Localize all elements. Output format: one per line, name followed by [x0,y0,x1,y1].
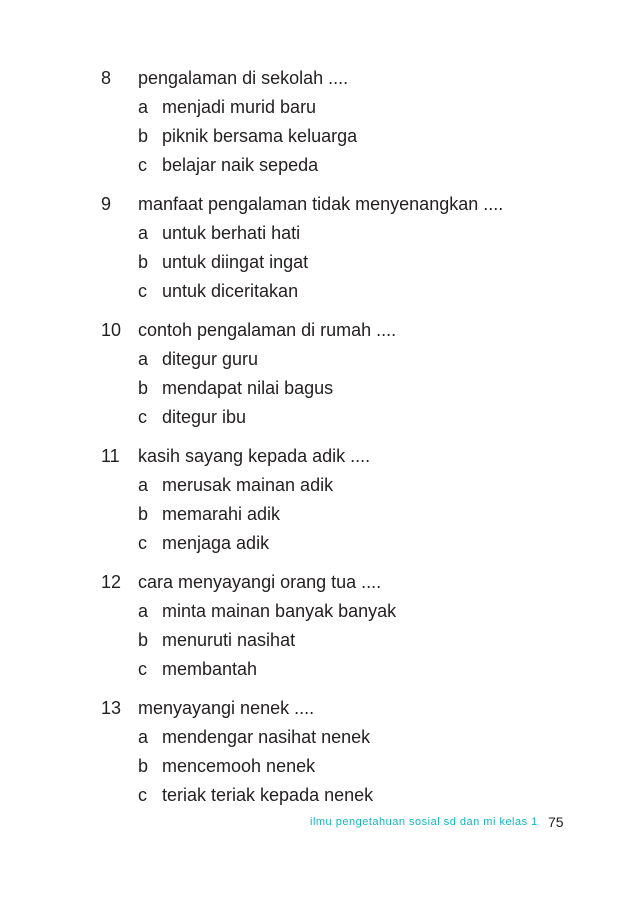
answer-option-b [101,500,581,529]
option-text: menjadi murid baru [162,97,317,117]
option-letter: a [138,223,149,243]
answer-option-b [101,374,581,403]
option-text: teriak teriak kepada nenek [162,785,374,805]
question-text: contoh pengalaman di rumah .... [138,320,397,340]
answer-option-a [101,471,581,500]
question-stem [101,568,581,597]
option-letter: b [138,504,149,524]
question-13 [101,694,581,810]
answer-option-a [101,345,581,374]
question-number: 11 [101,446,120,466]
answer-option-b [101,248,581,277]
option-letter: c [138,533,147,553]
option-text: untuk berhati hati [162,223,301,243]
question-number: 9 [101,194,112,214]
question-8 [101,64,581,180]
option-letter: a [138,349,149,369]
answer-option-b [101,752,581,781]
option-text: merusak mainan adik [162,475,334,495]
question-number: 8 [101,68,112,88]
option-letter: b [138,252,149,272]
question-stem [101,64,581,93]
answer-option-b [101,626,581,655]
page-footer [0,814,638,834]
option-letter: c [138,785,147,805]
question-text: cara menyayangi orang tua .... [138,572,382,592]
option-text: ditegur guru [162,349,259,369]
answer-option-a [101,597,581,626]
question-list [101,64,581,820]
answer-option-a [101,219,581,248]
question-stem [101,316,581,345]
option-letter: b [138,756,149,776]
option-letter: a [138,601,149,621]
option-letter: c [138,281,147,301]
question-11 [101,442,581,558]
answer-option-a [101,93,581,122]
question-number: 10 [101,320,122,340]
question-text: manfaat pengalaman tidak menyenangkan .... [138,194,504,214]
option-text: piknik bersama keluarga [162,126,358,146]
answer-option-a [101,723,581,752]
option-letter: c [138,155,147,175]
option-letter: c [138,659,147,679]
question-text: menyayangi nenek .... [138,698,315,718]
answer-option-c [101,781,581,810]
answer-option-c [101,151,581,180]
option-letter: b [138,126,149,146]
answer-option-c [101,529,581,558]
option-letter: b [138,378,149,398]
question-number: 13 [101,698,122,718]
option-letter: a [138,727,149,747]
page-number: 75 [548,814,564,830]
option-text: menjaga adik [162,533,270,553]
answer-option-c [101,655,581,684]
option-text: minta mainan banyak banyak [162,601,397,621]
option-text: ditegur ibu [162,407,247,427]
option-text: belajar naik sepeda [162,155,319,175]
option-letter: b [138,630,149,650]
question-stem [101,442,581,471]
option-letter: a [138,97,149,117]
question-text: kasih sayang kepada adik .... [138,446,371,466]
option-text: menuruti nasihat [162,630,296,650]
question-stem [101,190,581,219]
book-title: ilmu pengetahuan sosial sd dan mi kelas 1 [310,816,538,828]
option-text: untuk diceritakan [162,281,299,301]
question-text: pengalaman di sekolah .... [138,68,349,88]
answer-option-b [101,122,581,151]
question-stem [101,694,581,723]
option-letter: a [138,475,149,495]
question-number: 12 [101,572,122,592]
option-text: membantah [162,659,258,679]
question-12 [101,568,581,684]
question-10 [101,316,581,432]
option-text: mendapat nilai bagus [162,378,334,398]
option-letter: c [138,407,147,427]
question-9 [101,190,581,306]
option-text: memarahi adik [162,504,281,524]
answer-option-c [101,403,581,432]
option-text: mendengar nasihat nenek [162,727,371,747]
answer-option-c [101,277,581,306]
option-text: untuk diingat ingat [162,252,309,272]
option-text: mencemooh nenek [162,756,316,776]
